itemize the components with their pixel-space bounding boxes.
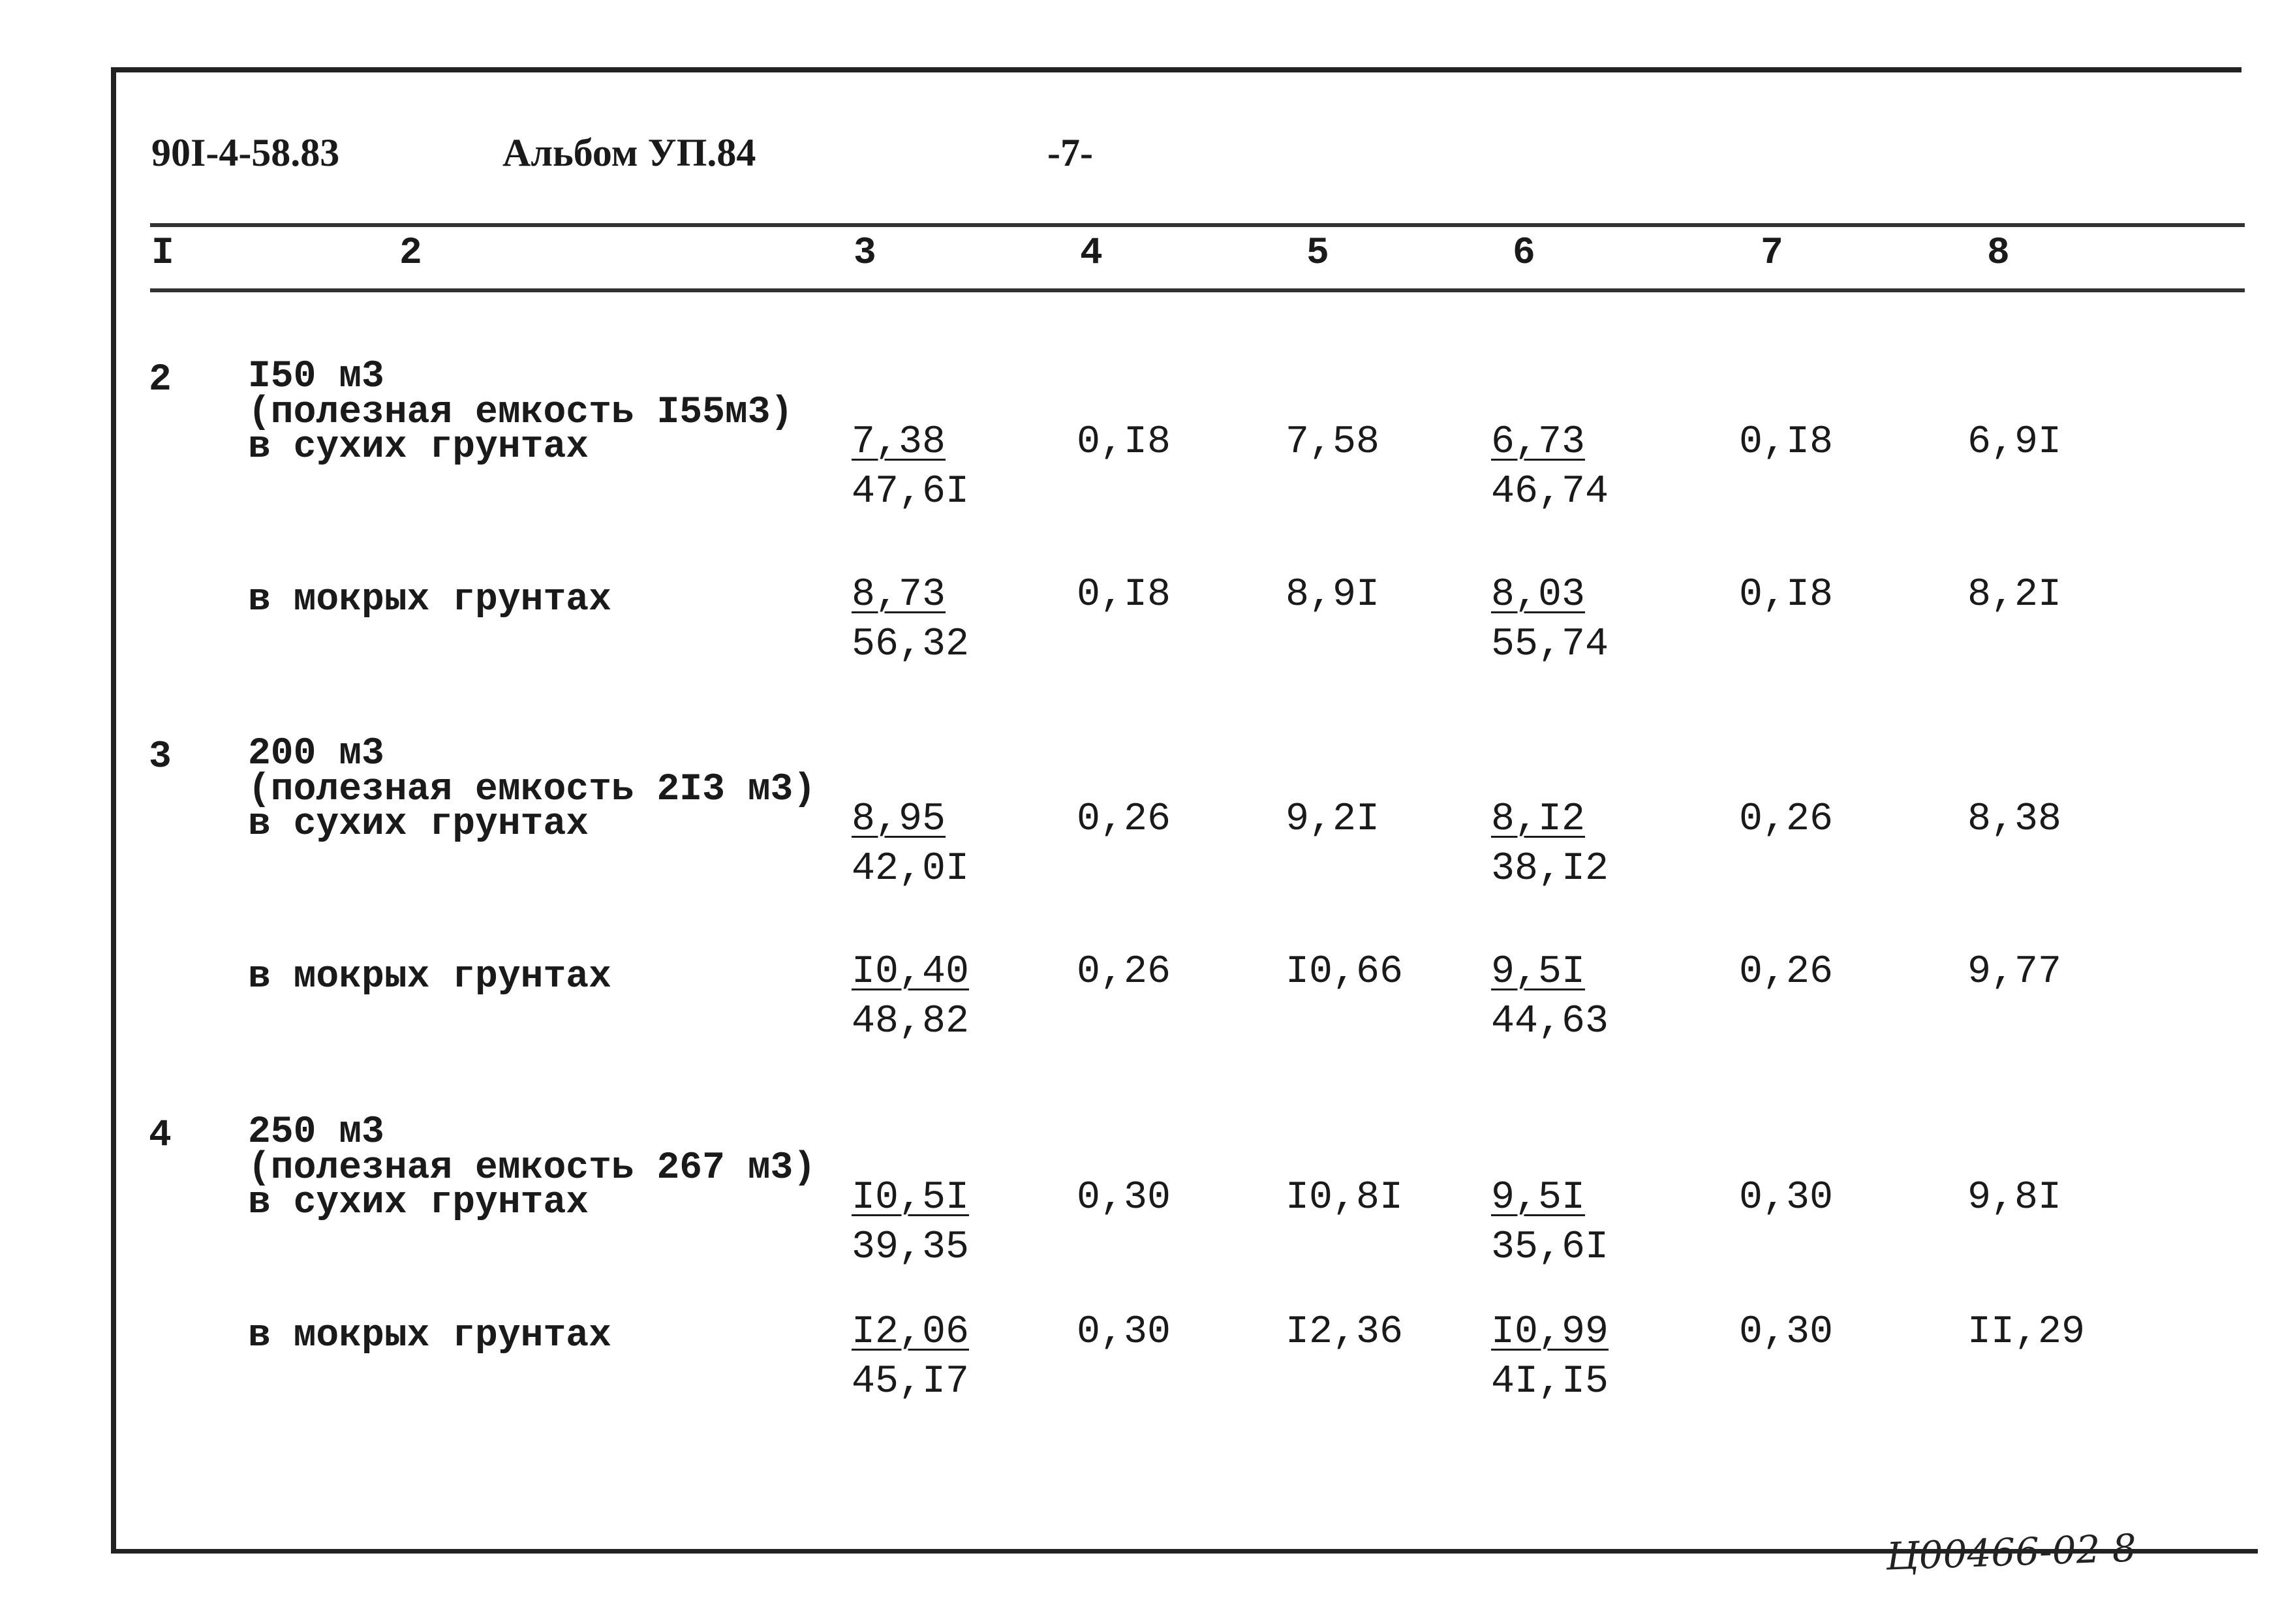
row-capacity: (полезная емкость 267 м3) xyxy=(248,1147,816,1189)
row-title: 250 м3 xyxy=(248,1111,384,1154)
value-cell: 0,30 xyxy=(1739,1310,1834,1355)
value-cell: 0,26 xyxy=(1077,797,1171,842)
value-cell: II,29 xyxy=(1967,1310,2086,1355)
value-cell: 8,9I xyxy=(1286,573,1380,617)
value-cell: 8,38 xyxy=(1967,797,2062,842)
value-fraction: $\frac{I2,06}{45,I7}$ xyxy=(852,1310,970,1404)
value-cell: I0,8I xyxy=(1286,1176,1404,1220)
value-cell: 6,9I xyxy=(1967,420,2062,465)
value-cell: 7,58 xyxy=(1286,420,1380,465)
wet-soil-label: в мокрых грунтах xyxy=(248,1315,611,1357)
value-cell: 0,30 xyxy=(1077,1310,1171,1355)
value-cell: 8,2I xyxy=(1967,573,2062,617)
header-bottom-rule xyxy=(150,288,2245,292)
row-capacity: (полезная емкость I55м3) xyxy=(248,391,793,434)
value-cell: 0,I8 xyxy=(1739,420,1834,465)
row-title: 200 м3 xyxy=(248,733,384,775)
value-cell: 9,2I xyxy=(1286,797,1380,842)
wet-soil-label: в мокрых грунтах xyxy=(248,956,611,998)
value-fraction: $\frac{6,73}{46,74}$ xyxy=(1491,420,1609,514)
value-fraction: $\frac{I0,5I}{39,35}$ xyxy=(852,1176,970,1270)
value-cell: 0,I8 xyxy=(1739,573,1834,617)
dry-soil-label: в сухих грунтах xyxy=(248,426,589,468)
dry-soil-label: в сухих грунтах xyxy=(248,803,589,846)
dry-soil-label: в сухих грунтах xyxy=(248,1182,589,1224)
value-fraction: $\frac{7,38}{47,6I}$ xyxy=(852,420,970,514)
value-cell: I2,36 xyxy=(1286,1310,1404,1355)
column-number: 3 xyxy=(854,232,876,275)
value-fraction: $\frac{I0,99}{4I,I5}$ xyxy=(1491,1310,1609,1404)
column-number: 5 xyxy=(1306,232,1329,275)
value-cell: 0,26 xyxy=(1739,950,1834,994)
row-capacity: (полезная емкость 2I3 м3) xyxy=(248,769,816,811)
value-cell: 9,8I xyxy=(1967,1176,2062,1220)
column-number: 6 xyxy=(1513,232,1535,275)
value-cell: 0,I8 xyxy=(1077,573,1171,617)
album-label: Альбом УП.84 xyxy=(502,131,756,174)
value-fraction: $\frac{8,95}{42,0I}$ xyxy=(852,797,970,891)
value-cell: I0,66 xyxy=(1286,950,1404,994)
archive-handwritten-note: Ц00466-02 8 xyxy=(1885,1525,2137,1579)
value-cell: 0,30 xyxy=(1739,1176,1834,1220)
row-number: 3 xyxy=(149,736,172,778)
column-number: 8 xyxy=(1987,232,2010,275)
row-number: 4 xyxy=(149,1114,172,1157)
frame-left-border xyxy=(111,67,116,1552)
frame-top-border xyxy=(111,67,2241,72)
document-code: 90I-4-58.83 xyxy=(151,131,340,174)
value-fraction: $\frac{I0,40}{48,82}$ xyxy=(852,950,970,1044)
header-top-rule xyxy=(150,223,2245,227)
column-number: 2 xyxy=(399,232,422,275)
value-fraction: $\frac{8,73}{56,32}$ xyxy=(852,573,970,667)
value-cell: 0,26 xyxy=(1739,797,1834,842)
column-number: 4 xyxy=(1080,232,1103,275)
value-fraction: $\frac{8,I2}{38,I2}$ xyxy=(1491,797,1609,891)
row-title: I50 м3 xyxy=(248,356,384,398)
row-number: 2 xyxy=(149,359,172,401)
value-cell: 0,I8 xyxy=(1077,420,1171,465)
column-number: 7 xyxy=(1761,232,1783,275)
value-fraction: $\frac{9,5I}{44,63}$ xyxy=(1491,950,1609,1044)
page-number: -7- xyxy=(1047,131,1093,174)
wet-soil-label: в мокрых грунтах xyxy=(248,579,611,621)
column-number: I xyxy=(151,232,174,275)
value-fraction: $\frac{8,03}{55,74}$ xyxy=(1491,573,1609,667)
value-fraction: $\frac{9,5I}{35,6I}$ xyxy=(1491,1176,1609,1270)
value-cell: 9,77 xyxy=(1967,950,2062,994)
value-cell: 0,30 xyxy=(1077,1176,1171,1220)
value-cell: 0,26 xyxy=(1077,950,1171,994)
